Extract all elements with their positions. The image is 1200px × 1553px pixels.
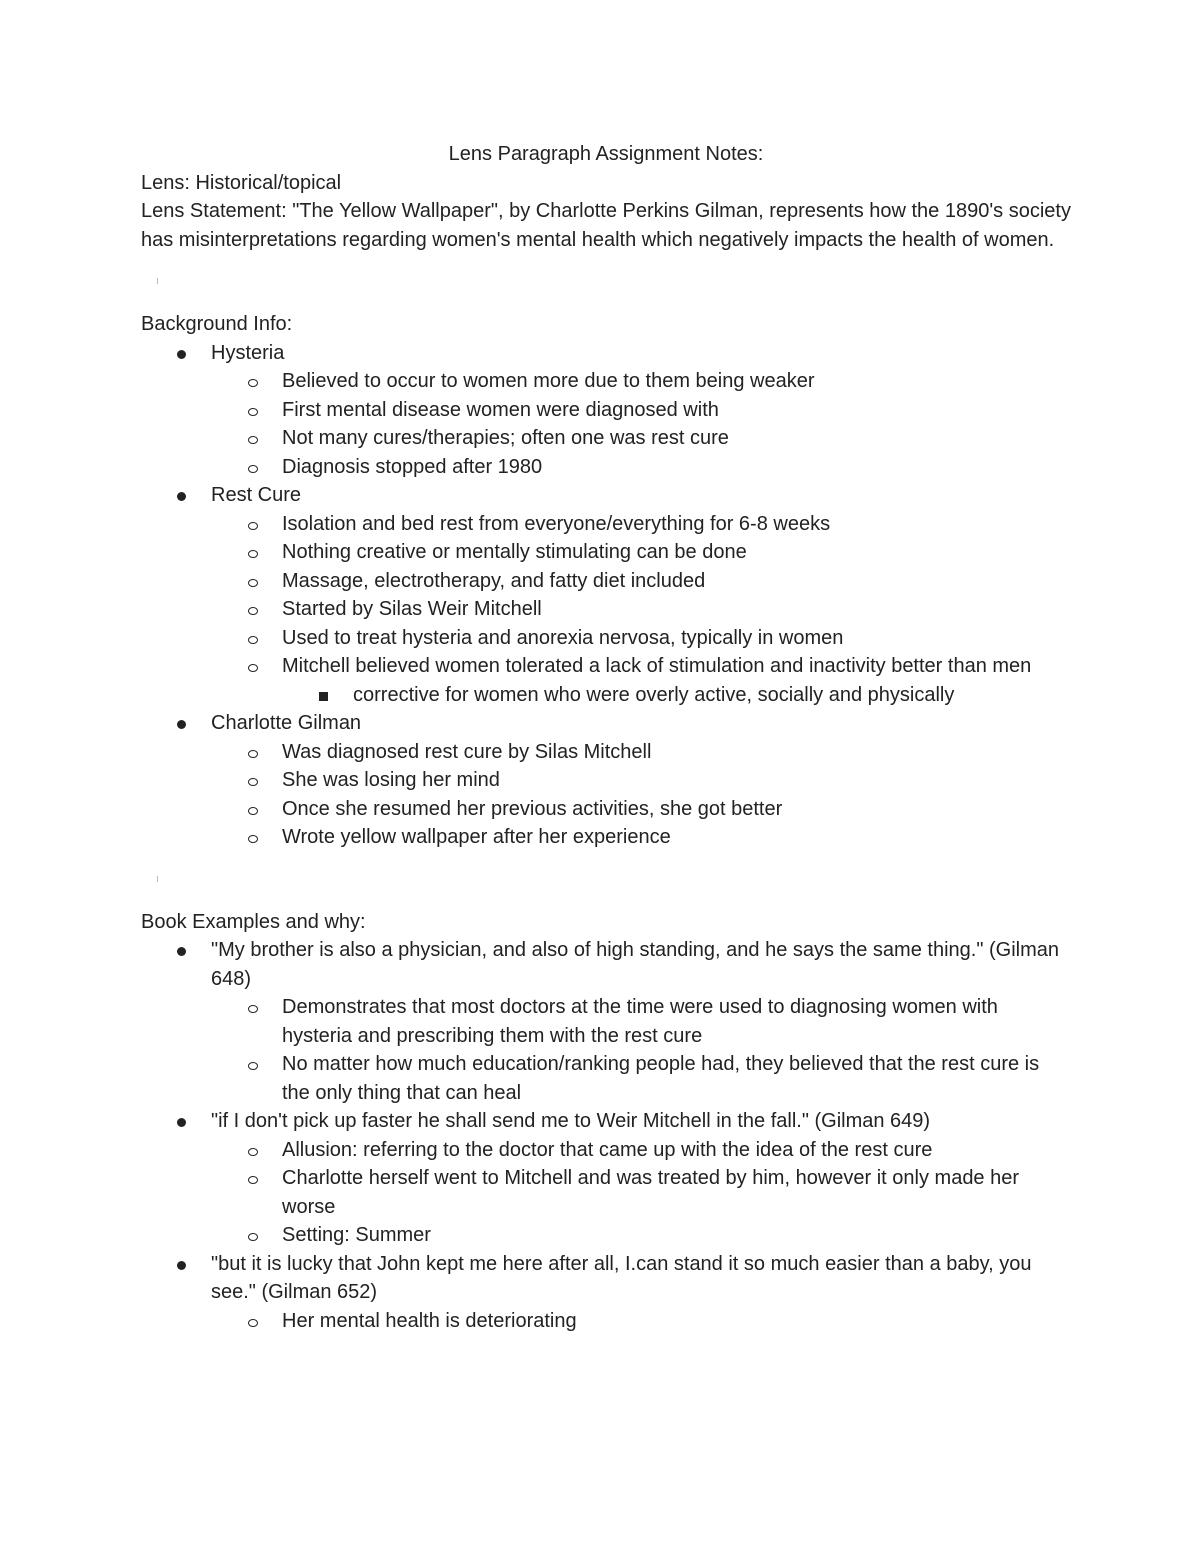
sub-list-item: Diagnosis stopped after 1980	[141, 453, 1071, 482]
sub-sub-list-item: corrective for women who were overly active, socially and physically	[141, 681, 1071, 710]
cursor-tick-mark	[157, 876, 158, 882]
hollow-bullet-icon	[248, 823, 258, 852]
filled-bullet-icon	[177, 936, 186, 965]
hollow-bullet-icon	[248, 567, 258, 596]
hollow-bullet-icon	[248, 1221, 258, 1250]
sub-list-item: Nothing creative or mentally stimulating can be done	[141, 538, 1071, 567]
sub-list-item: Her mental health is deteriorating	[141, 1307, 1071, 1336]
list-item: Rest Cure	[141, 481, 1071, 510]
hollow-bullet-icon	[248, 738, 258, 767]
square-bullet-icon	[319, 681, 328, 710]
examples-heading: Book Examples and why:	[141, 910, 366, 933]
list-item: Charlotte Gilman	[141, 709, 1071, 738]
hollow-bullet-icon	[248, 993, 258, 1022]
sub-list-item: Used to treat hysteria and anorexia nervosa, typically in women	[141, 624, 1071, 653]
sub-list-item: First mental disease women were diagnosed with	[141, 396, 1071, 425]
lens-line: Lens: Historical/topical	[141, 171, 342, 194]
sub-list-item: Started by Silas Weir Mitchell	[141, 595, 1071, 624]
list-item: "My brother is also a physician, and also of high standing, and he says the same thing." (Gilman 648)	[141, 936, 1071, 993]
page-title: Lens Paragraph Assignment Notes:	[448, 143, 764, 165]
hollow-bullet-icon	[248, 624, 258, 653]
background-list	[141, 339, 1071, 852]
section-spacer	[141, 852, 1071, 908]
sub-list-item: Not many cures/therapies; often one was rest cure	[141, 424, 1071, 453]
hollow-bullet-icon	[248, 795, 258, 824]
document-content	[141, 140, 1071, 1335]
hollow-bullet-icon	[248, 1164, 258, 1193]
sub-list-item: Massage, electrotherapy, and fatty diet included	[141, 567, 1071, 596]
hollow-bullet-icon	[248, 424, 258, 453]
section-spacer	[141, 254, 1071, 310]
background-heading: Background Info:	[141, 313, 293, 335]
sub-list-item: Isolation and bed rest from everyone/everything for 6-8 weeks	[141, 510, 1071, 539]
hollow-bullet-icon	[248, 367, 258, 396]
filled-bullet-icon	[177, 481, 186, 510]
list-item: "but it is lucky that John kept me here after all, I.can stand it so much easier than a baby, you see." (Gilman 652)	[141, 1250, 1071, 1307]
sub-list-item: She was losing her mind	[141, 766, 1071, 795]
hollow-bullet-icon	[248, 396, 258, 425]
sub-list-item: Believed to occur to women more due to them being weaker	[141, 367, 1071, 396]
hollow-bullet-icon	[248, 1307, 258, 1336]
sub-list-item: Wrote yellow wallpaper after her experience	[141, 823, 1071, 852]
hollow-bullet-icon	[248, 453, 258, 482]
hollow-bullet-icon	[248, 538, 258, 567]
filled-bullet-icon	[177, 339, 186, 368]
hollow-bullet-icon	[248, 1050, 258, 1079]
filled-bullet-icon	[177, 709, 186, 738]
sub-list-item: No matter how much education/ranking people had, they believed that the rest cure is the only thing that can heal	[141, 1050, 1071, 1107]
lens-statement: Lens Statement: "The Yellow Wallpaper", by Charlotte Perkins Gilman, represents how the 1890's society has misinterpretations regarding women's mental health which negatively impacts the health of women.	[141, 200, 1071, 251]
filled-bullet-icon	[177, 1250, 186, 1279]
sub-list-item: Allusion: referring to the doctor that came up with the idea of the rest cure	[141, 1136, 1071, 1165]
list-item: "if I don't pick up faster he shall send me to Weir Mitchell in the fall." (Gilman 649)	[141, 1107, 1071, 1136]
hollow-bullet-icon	[248, 1136, 258, 1165]
hollow-bullet-icon	[248, 510, 258, 539]
sub-list-item: Demonstrates that most doctors at the time were used to diagnosing women with hysteria and prescribing them with the rest cure	[141, 993, 1071, 1050]
sub-list-item: Setting: Summer	[141, 1221, 1071, 1250]
sub-list-item: Charlotte herself went to Mitchell and was treated by him, however it only made her worse	[141, 1164, 1071, 1221]
filled-bullet-icon	[177, 1107, 186, 1136]
hollow-bullet-icon	[248, 595, 258, 624]
sub-list-item: Once she resumed her previous activities, she got better	[141, 795, 1071, 824]
hollow-bullet-icon	[248, 652, 258, 681]
cursor-tick-mark	[157, 278, 158, 284]
hollow-bullet-icon	[248, 766, 258, 795]
sub-list-item: Mitchell believed women tolerated a lack of stimulation and inactivity better than men	[141, 652, 1071, 681]
examples-list	[141, 936, 1071, 1335]
list-item: Hysteria	[141, 339, 1071, 368]
sub-list-item: Was diagnosed rest cure by Silas Mitchell	[141, 738, 1071, 767]
